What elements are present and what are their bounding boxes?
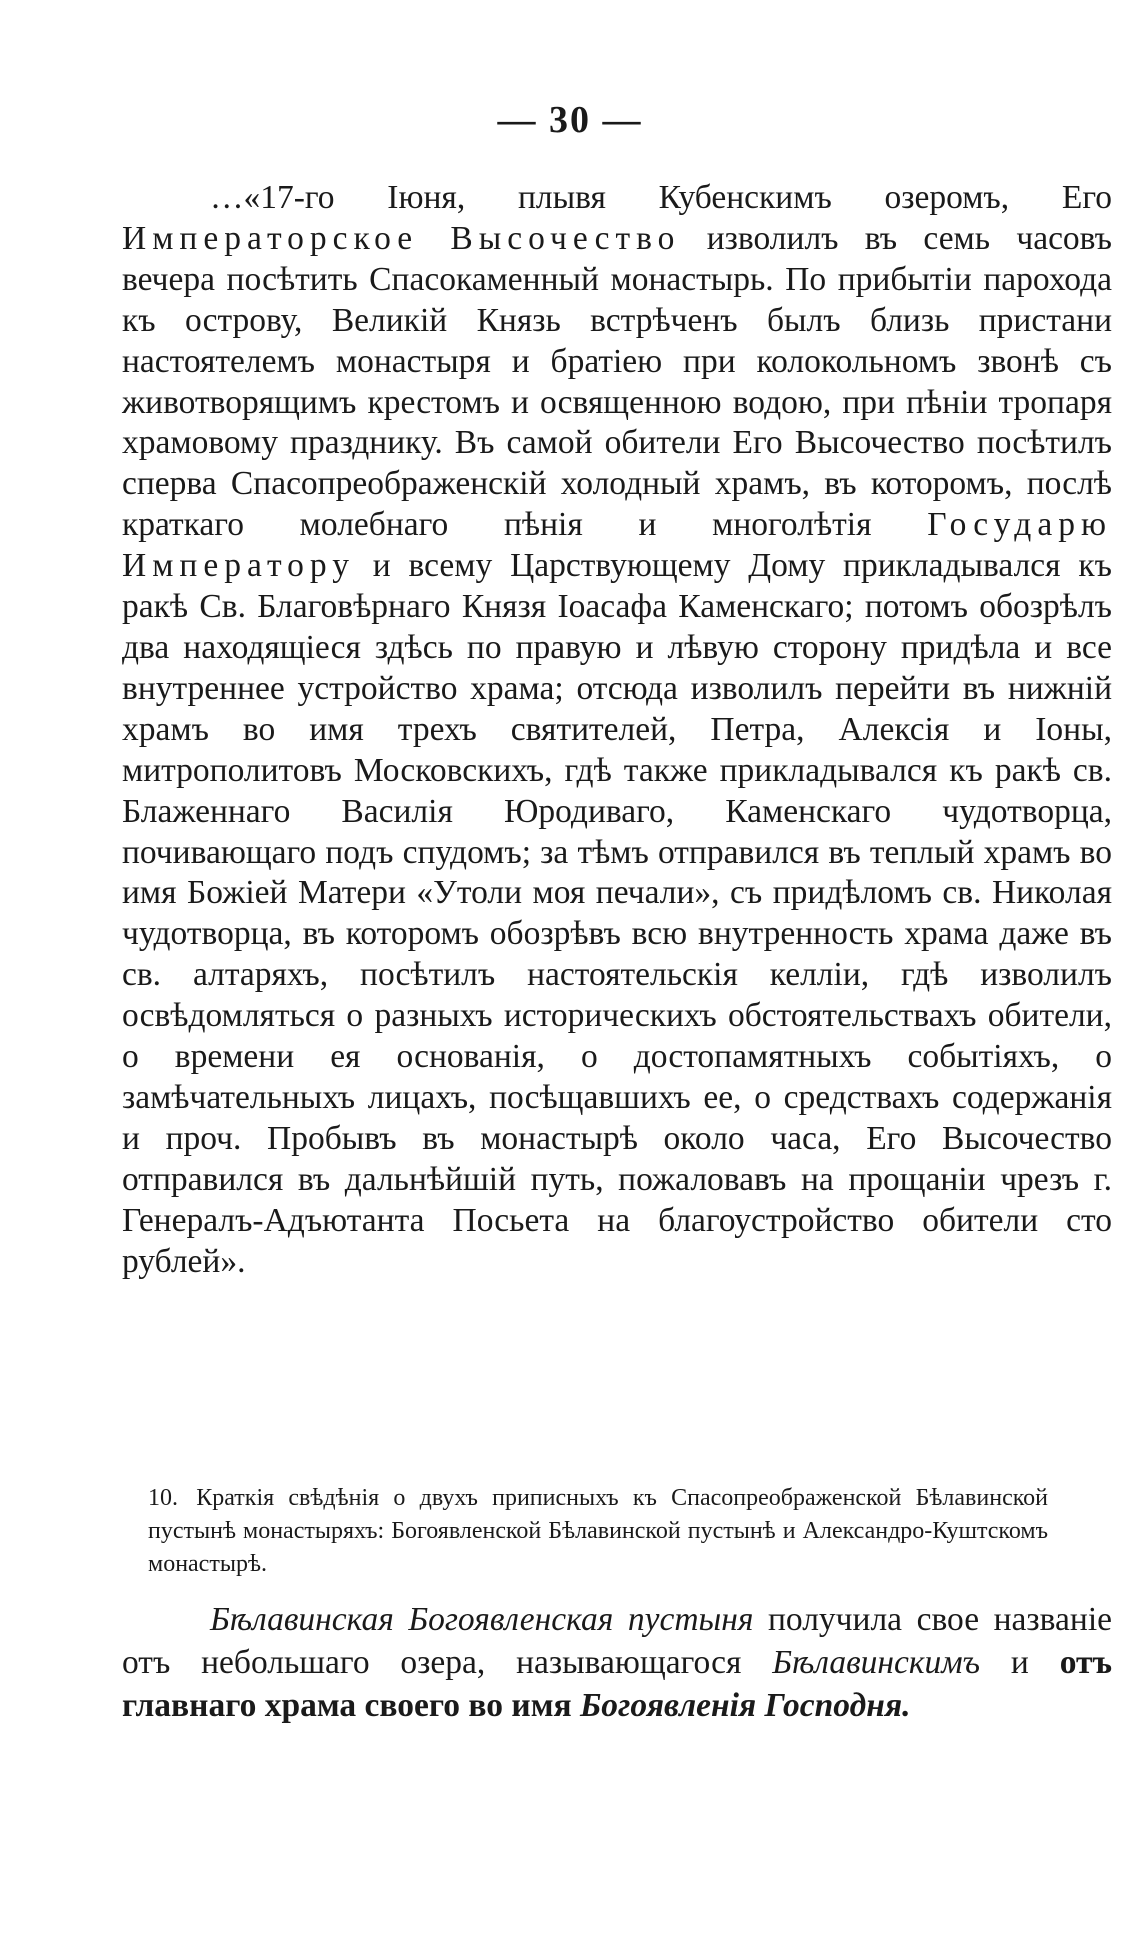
closing-text-1: получила свое названіе отъ небольшаго озера, называющагося <box>122 1601 1112 1681</box>
main-paragraph-text-1: …«17-го Іюня, плывя Кубенскимъ озеромъ, Его <box>210 179 1112 216</box>
closing-text-2: и <box>980 1644 1060 1681</box>
page-number: — 30 — <box>497 99 643 141</box>
main-paragraph <box>122 178 1112 1282</box>
section-number: 10. <box>148 1485 178 1511</box>
closing-italic-3: Богоявленія Господня. <box>580 1687 911 1724</box>
closing-bold-1: отъ главнаго храма своего во имя <box>122 1644 1113 1724</box>
closing-italic-2: Бѣлавинскимъ <box>772 1644 981 1681</box>
sovereign-title: Государю Императору <box>122 506 1112 585</box>
main-paragraph-text-2: изволилъ въ семь часовъ вечера посѣтить Спасокаменный монастырь. По прибытіи парохода къ острову, Великій Князь встрѣченъ былъ близь пристани настоятелемъ монастыря и братіею при колокольномъ звонѣ съ животворящимъ крестомъ и освященною водою, при пѣніи тропаря храмовому празднику. Въ самой обители Его Высочество посѣтилъ сперва Спасопреображенскій холодный храмъ, въ которомъ, послѣ краткаго молебнаго пѣнія и многолѣтія <box>122 219 1112 544</box>
imperial-title: Императорское Высочество <box>122 219 681 257</box>
main-paragraph-text-3: и всему Царствующему Дому прикладывался къ ракѣ Св. Благовѣрнаго Князя Іоасафа Каменскаго; потомъ обозрѣлъ два находящіеся здѣсь по правую и лѣвую сторону придѣла и все внутреннее устройство храма; отсюда изволилъ перейти въ нижній храмъ во имя трехъ святителей, Петра, Алексія и Іоны, митрополитовъ Московскихъ, гдѣ также прикладывался къ ракѣ св. Блаженнаго Василія Юродиваго, Каменскаго чудотворца, почивающаго подъ спудомъ; за тѣмъ отправился въ теплый храмъ во имя Божіей Матери «Утоли моя печали», съ придѣломъ св. Николая чудотворца, въ которомъ обозрѣвъ всю внутренность храма даже въ св. алтаряхъ, посѣтилъ настоятельскія келліи, гдѣ изволилъ освѣдомляться о разныхъ историческихъ обстоятельствахъ обители, о времени ея основанія, о достопамятныхъ событіяхъ, о замѣчательныхъ лицахъ, посѣщавшихъ ее, о средствахъ содержанія и проч. Пробывъ въ монастырѣ около часа, Его Высочество отправился въ дальнѣйшій путь, пожаловавъ на прощаніи чрезъ г. Генералъ-Адъютанта Посьета на благоустройство обители сто рублей». <box>122 547 1112 1280</box>
section-title: Краткія свѣдѣнія о двухъ приписныхъ къ Спасопреображенской Бѣлавинской пустынѣ монастыряхъ: Богоявленской Бѣлавинской пустынѣ и Александро-Куштскомъ монастырѣ. <box>148 1485 1049 1577</box>
closing-italic-1: Бѣлавинская Богоявленская пустыня <box>210 1601 754 1638</box>
section-heading <box>148 1482 1048 1581</box>
closing-paragraph <box>122 1598 1112 1727</box>
